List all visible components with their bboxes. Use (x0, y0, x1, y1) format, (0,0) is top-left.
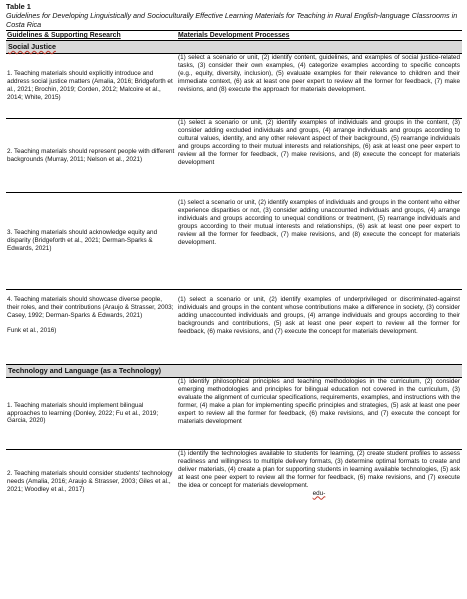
header-processes: Materials Development Processes (177, 31, 462, 41)
header-guidelines: Guidelines & Supporting Research (6, 31, 177, 41)
section-header-technology (6, 365, 462, 378)
table-header-row (6, 31, 462, 41)
guideline-cell (6, 290, 177, 365)
guideline-text-tail: Funk et al., 2016) (7, 326, 57, 334)
table-row (6, 119, 462, 193)
process-cell: (1) select a scenario or unit, (2) identify examples of individuals and groups in the content who either experience disparities or not, (3) consider adding unaccounted individuals and groups, (4) arrange individuals and groups according to unequal conditions or treatment, (5) rearrange individuals and groups according to their mutual interests and relationships, (6) ask at least one peer expert to review all the former for feedback, (7) make revisions, and (8) execute the concept for materials development. (177, 193, 462, 290)
guideline-cell: 1. Teaching materials should explicitly introduce and address social justice matters (Amalia, 2016; Bridgeforth et al., 2021; Brochin, 2019; Corden, 2012; Malcoire et al., 2014; White, 2015) (6, 54, 177, 119)
process-cell: (1) identify philosophical principles and teaching methodologies in the curriculum, (2) consider emerging methodologies and principles for bilingual education not covered in the curriculum, (3) evaluate the alignment of curricular specifications, requirements, examples, and instructions with the former, (4) make a plan for implementing specific principles and strategies, (5) ask at least one peer expert to review all the former for feedback, (6) make revisions, and (7) execute the concept for materials development (177, 378, 462, 450)
table-caption: Guidelines for Developing Linguistically and Socioculturally Effective Learning Materials for Teaching in Rural English-language Classrooms in Costa Rica (6, 11, 458, 29)
table-row (6, 193, 462, 290)
table-row (6, 450, 462, 514)
process-cell: (1) select a scenario or unit, (2) identify content, guidelines, and examples of social justice-related tasks, (3) consider their own examples, (4) categorize examples according to specific concepts (e.g., equity, diversity, inclusion), (5) evaluate examples for their relevance to children and their immediate context, (6) ask at least one peer expert to review all the former for feedback, (7) make revisions, and (8) execute the approach for materials development. (177, 54, 462, 119)
table-row (6, 378, 462, 450)
document-page (6, 2, 462, 514)
section-title: Technology and Language (as a Technology) (6, 365, 462, 378)
table-row (6, 54, 462, 119)
guideline-cell: 1. Teaching materials should implement bilingual approaches to learning (Donley, 2022; Fu et al., 2019; Garcia, 2020) (6, 378, 177, 450)
process-cell: (1) select a scenario or unit, (2) identify examples of underprivileged or discriminated-against individuals and groups in the content whose contributions make a difference in society, (3) consider adding unaccounted individuals and groups, (4) arrange individuals and groups according to their backgrounds and contributions, (5) ask at least one peer expert to review all the former for feedback, (6) make revisions, and (7) execute the concept for materials development. (177, 290, 462, 365)
process-text: (1) identify the technologies available to students for learning, (2) create student profiles to assess readiness and willingness to multiple delivery formats, (3) determine optimal formats to create and deliver materials, (4) create a plan for supporting students in learning available technologies, (5) ask at least one peer expert to review all the former for feedback, (6) make revisions, and (7) execute the idea or concept for materials development. (178, 450, 460, 489)
guideline-text: 4. Teaching materials should showcase diverse people, their roles, and their contributions (Araujo & Strasser, 2003; Casey, 1992; Derman-Sparks & Edwards, 2021) (7, 296, 174, 319)
guideline-cell: 3. Teaching materials should acknowledge equity and disparity (Bridgeforth et al., 2021; Derman-Sparks & Edwards, 2021) (6, 193, 177, 290)
section-header-social-justice (6, 41, 462, 54)
guideline-cell: 2. Teaching materials should consider students' technology needs (Amalia, 2016; Araujo & Strasser, 2003; Giles et al., 2021; Woodley et al., 2017) (7, 469, 173, 493)
process-cell: (1) select a scenario or unit, (2) identify examples of individuals and groups in the content, (3) consider adding excluded individuals and groups, (4) arrange individuals and groups according to cultural values, identity, and any other relevant aspect of their background, (5) rearrange individuals and groups according to their mutual interests and relationships, (6) ask at least one peer expert to review all the former for feedback, (7) make revisions, and (8) execute the concept for materials development (177, 119, 462, 193)
section-title: Social Justice (6, 41, 462, 54)
process-text-tail: edu- (312, 489, 326, 497)
process-cell (177, 450, 462, 514)
guideline-cell: 2. Teaching materials should represent people with different backgrounds (Murray, 2011; Nelson et al., 2021) (6, 119, 177, 193)
table-row (6, 290, 462, 365)
guidelines-table (6, 30, 462, 514)
table-label: Table 1 (6, 2, 31, 11)
